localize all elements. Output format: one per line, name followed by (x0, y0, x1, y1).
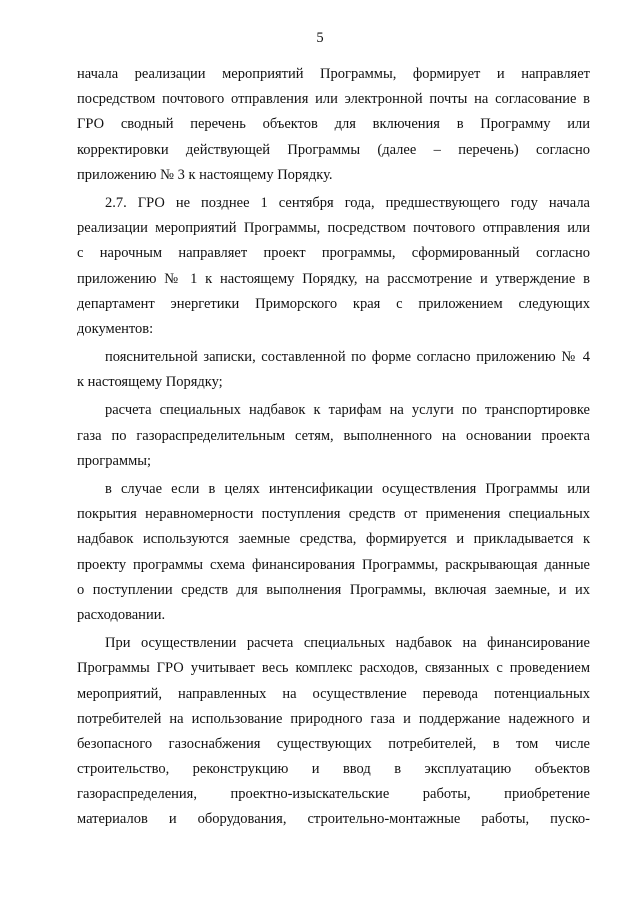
text-line: документов: (77, 320, 154, 337)
text-line: о поступлении средств для выполнения Программы, включая заемные, и их (77, 581, 590, 598)
text-line: приложению № 1 к настоящему Порядку, на рассмотрение и утверждение в (77, 270, 590, 287)
text-line: материалов и оборудования, строительно-монтажные работы, пуско- (77, 811, 590, 828)
text-line: расчета специальных надбавок к тарифам на услуги по транспортировке (105, 402, 590, 419)
paragraph (77, 631, 590, 833)
text-line: департамент энергетики Приморского края с приложением следующих (77, 295, 590, 312)
text-line: расходовании. (77, 606, 166, 623)
text-line: газораспределения, проектно-изыскательские работы, приобретение (77, 786, 590, 803)
text-line: мероприятий, направленных на осуществление перевода потенциальных (77, 685, 590, 702)
paragraph (77, 477, 590, 628)
page-number: 5 (316, 30, 324, 46)
text-line: потребителей на использование природного газа и поддержание надежного и (77, 710, 590, 727)
text-line: реализации мероприятий Программы, посредством почтового отправления или (77, 220, 590, 237)
text-line: При осуществлении расчета специальных надбавок на финансирование (105, 635, 590, 652)
paragraph (77, 191, 590, 342)
paragraph (77, 62, 590, 188)
text-line: 2.7. ГРО не позднее 1 сентября года, предшествующего году начала (105, 194, 590, 211)
paragraph (77, 398, 590, 474)
text-line: газа по газораспределительным сетям, выполненного на основании проекта (77, 427, 590, 444)
text-line: программы; (77, 452, 152, 469)
text-line: Программы ГРО учитывает весь комплекс расходов, связанных с проведением (77, 660, 590, 677)
text-line: с нарочным направляет проект программы, сформированный согласно (77, 245, 590, 262)
text-line: проекту программы схема финансирования Программы, раскрывающая данные (77, 556, 590, 573)
text-line: строительство, реконструкцию и ввод в эксплуатацию объектов (77, 761, 590, 778)
text-line: к настоящему Порядку; (77, 374, 223, 391)
text-line: в случае если в целях интенсификации осуществления Программы или (105, 481, 590, 497)
text-line: посредством почтового отправления или электронной почты на согласование в (77, 91, 590, 108)
document-body (77, 62, 590, 833)
text-line: надбавок используются заемные средства, формируется и прикладывается к (77, 531, 590, 548)
paragraph (77, 345, 590, 395)
text-line: ГРО сводный перечень объектов для включения в Программу или (77, 116, 590, 133)
text-line: пояснительной записки, составленной по форме согласно приложению № 4 (105, 349, 590, 366)
text-line: корректировки действующей Программы (далее – перечень) согласно (77, 141, 590, 158)
text-line: приложению № 3 к настоящему Порядку. (77, 166, 333, 183)
text-line: покрытия неравномерности поступления средств от применения специальных (77, 506, 590, 523)
text-line: начала реализации мероприятий Программы, формирует и направляет (77, 66, 590, 82)
text-line: безопасного газоснабжения существующих потребителей, в том числе (77, 735, 590, 752)
